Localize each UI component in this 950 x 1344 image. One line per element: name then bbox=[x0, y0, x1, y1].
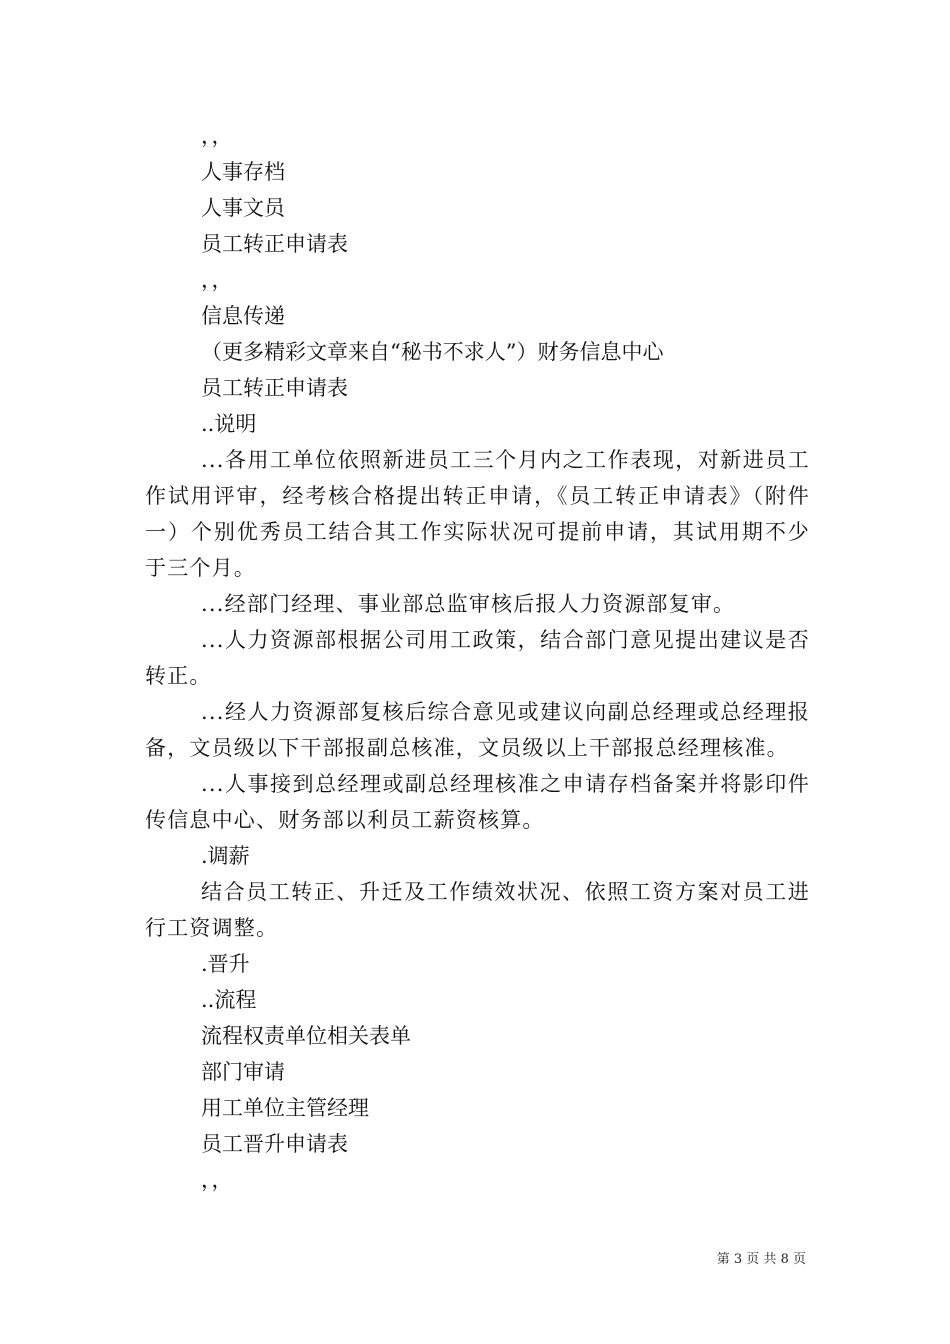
section-heading: ..流程 bbox=[201, 988, 257, 1012]
text-line: ，， bbox=[201, 1168, 233, 1192]
paragraph: ...人事接到总经理或副总经理核准之申请存档备案并将影印件传信息中心、财务部以利员工薪资核算。 bbox=[145, 772, 810, 832]
paragraph: ...经人力资源部复核后综合意见或建议向副总经理或总经理报备，文员级以下干部报副总核准，文员级以上干部报总经理核准。 bbox=[145, 700, 810, 760]
text-line: （更多精彩文章来自“秘书不求人”）财务信息中心 bbox=[201, 340, 664, 364]
page-number-current: 3 bbox=[733, 1252, 743, 1267]
footer-suffix: 页 bbox=[792, 1252, 806, 1267]
page-footer bbox=[0, 1248, 806, 1267]
text-line: 人事存档 bbox=[201, 160, 285, 184]
page-number-total: 8 bbox=[780, 1252, 789, 1267]
paragraph: ...经部门经理、事业部总监审核后报人力资源部复审。 bbox=[201, 592, 736, 616]
section-heading: .晋升 bbox=[201, 952, 250, 976]
document-body bbox=[145, 118, 810, 1198]
section-heading: .调薪 bbox=[201, 844, 250, 868]
text-line: 员工转正申请表 bbox=[201, 376, 348, 400]
text-line: 用工单位主管经理 bbox=[201, 1096, 369, 1120]
footer-middle: 页 共 bbox=[746, 1252, 777, 1267]
text-line: 流程权责单位相关表单 bbox=[201, 1024, 411, 1048]
text-line: 人事文员 bbox=[201, 196, 285, 220]
paragraph: ...人力资源部根据公司用工政策，结合部门意见提出建议是否转正。 bbox=[145, 628, 810, 688]
text-line: 员工晋升申请表 bbox=[201, 1132, 348, 1156]
text-line: 员工转正申请表 bbox=[201, 232, 348, 256]
text-line: 信息传递 bbox=[201, 304, 285, 328]
section-heading: ..说明 bbox=[201, 412, 257, 436]
text-line: ，， bbox=[201, 268, 233, 292]
text-line: 部门审请 bbox=[201, 1060, 285, 1084]
paragraph: 结合员工转正、升迁及工作绩效状况、依照工资方案对员工进行工资调整。 bbox=[145, 880, 810, 940]
text-line: ，， bbox=[201, 124, 233, 148]
paragraph: ...各用工单位依照新进员工三个月内之工作表现，对新进员工作试用评审，经考核合格提出转正申请，《员工转正申请表》（附件一）个别优秀员工结合其工作实际状况可提前申请，其试用期不少于三个月。 bbox=[145, 448, 810, 580]
footer-prefix: 第 bbox=[716, 1252, 730, 1267]
